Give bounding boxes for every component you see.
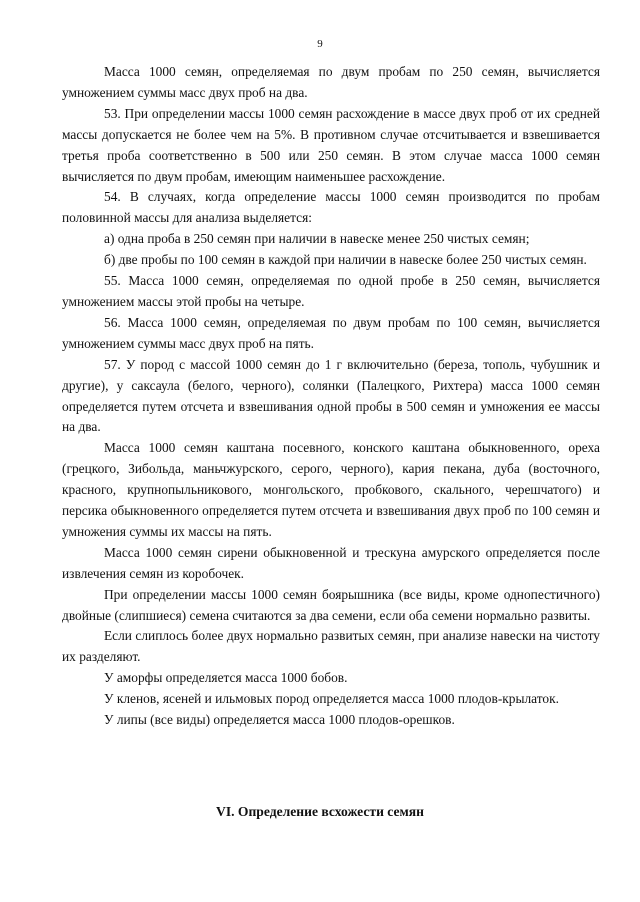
paragraph: 53. При определении массы 1000 семян расхождение в массе двух проб от их средней массы допускается не более чем на 5%. В противном случае отсчитывается и взвешивается третья проба соответственно в 500 или 250 семян. В этом случае масса 1000 семян вычисляется по двум пробам, имеющим наименьшее расхождение.	[62, 105, 600, 184]
paragraph: У кленов, ясеней и ильмовых пород определяется масса 1000 плодов-крылаток.	[104, 691, 559, 707]
paragraph: Масса 1000 семян сирени обыкновенной и трескуна амурского определяется после извлечения семян из коробочек.	[62, 544, 600, 581]
section-heading: VI. Определение всхожести семян	[216, 804, 424, 819]
paragraph: При определении массы 1000 семян боярышника (все виды, кроме однопестичного) двойные (слипшиеся) семена считаются за два семени, если оба семени нормально развиты.	[62, 586, 600, 623]
paragraph: У аморфы определяется масса 1000 бобов.	[104, 670, 348, 686]
paragraph: У липы (все виды) определяется масса 1000 плодов-орешков.	[104, 712, 455, 728]
paragraph: Масса 1000 семян, определяемая по двум пробам по 250 семян, вычисляется умножением суммы масс двух проб на два.	[62, 64, 600, 100]
paragraph: 56. Масса 1000 семян, определяемая по двум пробам по 100 семян, вычисляется умножением суммы масс двух проб на пять.	[62, 314, 600, 351]
paragraph: 55. Масса 1000 семян, определяемая по одной пробе в 250 семян, вычисляется умножением массы этой пробы на четыре.	[62, 273, 600, 309]
paragraph: Если слиплось более двух нормально развитых семян, при анализе навески на чистоту их разделяют.	[62, 628, 600, 665]
paragraph: 57. У пород с массой 1000 семян до 1 г включительно (береза, тополь, чубушник и другие), у саксаула (белого, черного), солянки (Палецкого, Рихтера) масса 1000 семян определяется путем отсчета и взвешивания одной пробы в 500 семян и умножения ее массы на два.	[62, 356, 600, 435]
page-number: 9	[317, 38, 323, 50]
document-body	[62, 62, 600, 731]
paragraph: 54. В случаях, когда определение массы 1000 семян производится по пробам половинной массы для анализа выделяется:	[62, 189, 600, 226]
paragraph: а) одна проба в 250 семян при наличии в навеске менее 250 чистых семян;	[104, 231, 530, 247]
paragraph: Масса 1000 семян каштана посевного, конского каштана обыкновенного, ореха (грецкого, Зибольда, маньчжурского, серого, черного), кария пекана, дуба (восточного, красного, крупнопыльникового, монгольского, пробкового, скального, черешчатого) и персика обыкновенного определяется путем отсчета и взвешивания двух проб по 100 семян и умножения суммы их массы на пять.	[62, 440, 600, 539]
paragraph: б) две пробы по 100 семян в каждой при наличии в навеске более 250 чистых семян.	[104, 252, 587, 268]
